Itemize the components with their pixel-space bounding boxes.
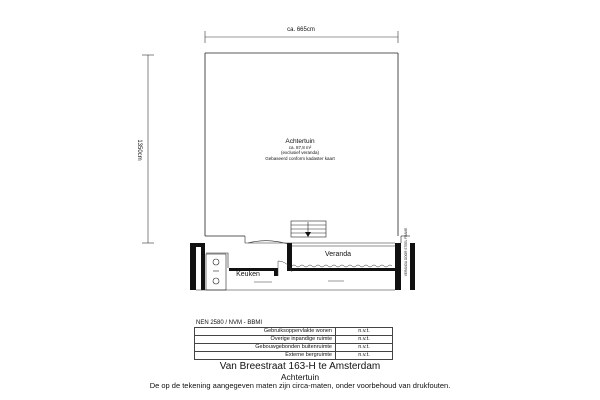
- area-value: n.v.t.: [336, 328, 393, 336]
- table-row: [195, 328, 393, 336]
- address-title: Van Breestraat 163-H te Amsterdam: [219, 361, 381, 372]
- side-label: VERANDA DOOR STEEL FRAME: [404, 227, 408, 277]
- height-dimension-label: 1350cm: [136, 139, 142, 161]
- area-label: Gebouwgebonden buitenruimte: [195, 344, 336, 352]
- garden-area: ca. 87,8 m²: [288, 145, 312, 150]
- veranda-frame: [196, 236, 410, 290]
- garden-note: (exclusief veranda): [280, 150, 320, 155]
- area-value: n.v.t.: [336, 344, 393, 352]
- area-value: n.v.t.: [336, 352, 393, 360]
- garden-name: Achtertuin: [285, 138, 315, 145]
- disclaimer: De op de tekening aangegeven maten zijn circa-maten, onder voorbehoud van drukfouten.: [149, 381, 451, 390]
- area-table: [194, 327, 393, 360]
- door-swings: [254, 261, 344, 282]
- garden-reference: Gebaseerd conform kadaster kaart: [265, 156, 335, 161]
- veranda-label: Veranda: [324, 251, 352, 258]
- area-table-title: NEN 2580 / NVM - BBMI: [196, 320, 263, 326]
- height-dimension: [142, 55, 154, 243]
- area-label: Externe bergruimte: [195, 352, 336, 360]
- table-row: [195, 336, 393, 344]
- building-walls: [190, 243, 415, 290]
- width-dimension-label: ca. 665cm: [287, 27, 315, 33]
- kitchen-counter: [206, 254, 226, 290]
- table-row: [195, 352, 393, 360]
- plan-subtitle: Achtertuin: [280, 372, 320, 382]
- area-label: Overige inpandige ruimte: [195, 336, 336, 344]
- kitchen-label: Keuken: [236, 271, 260, 278]
- area-value: n.v.t.: [336, 336, 393, 344]
- stairs-arrow-icon: [305, 232, 311, 237]
- veranda-curtain: [292, 265, 392, 267]
- area-label: Gebruiksoppervlakte wonen: [195, 328, 336, 336]
- table-row: [195, 344, 393, 352]
